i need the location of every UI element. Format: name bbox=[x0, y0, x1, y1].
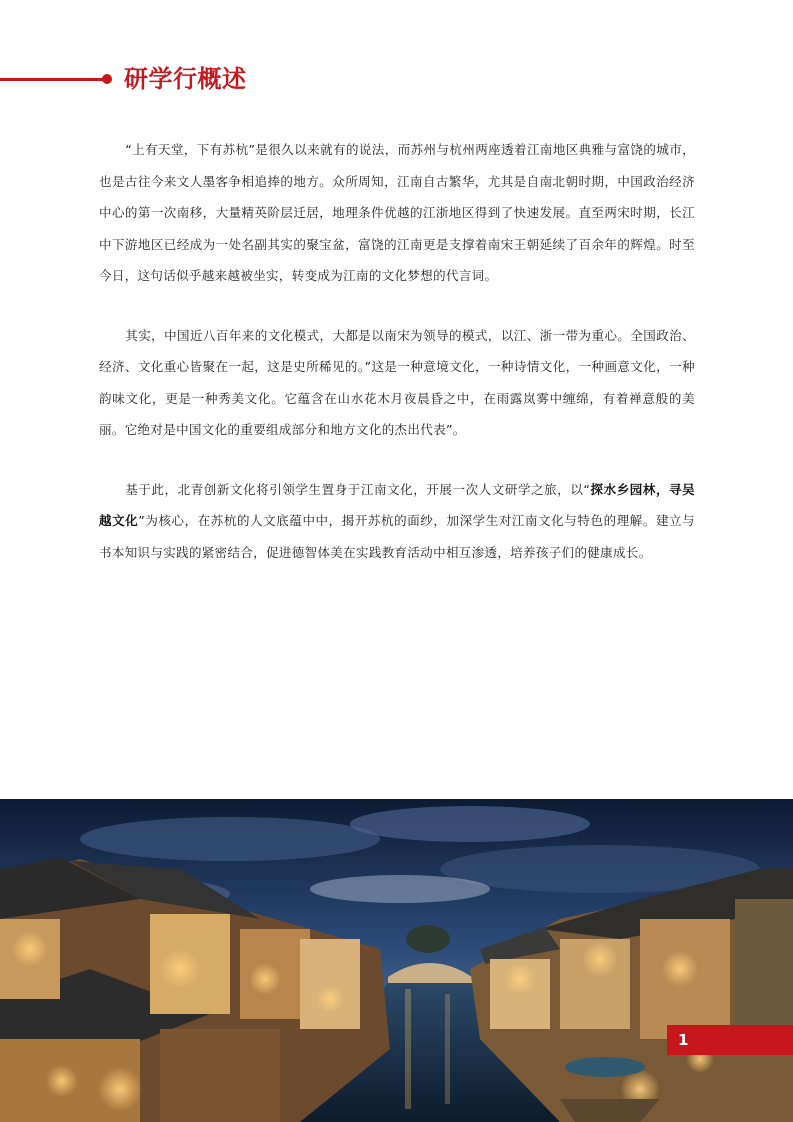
header-dot bbox=[102, 74, 112, 84]
page-title: 研学行概述 bbox=[124, 65, 247, 93]
section-header bbox=[0, 62, 400, 102]
paragraph-3-tail: ”为核心，在苏杭的人文底蕴中中，揭开苏杭的面纱，加深学生对江南文化与特色的理解。建立与书本知识与实践的紧密结合，促进德智体美在实践教育活动中相互渗透，培养孩子们的健康成长。 bbox=[99, 513, 695, 560]
paragraph-3-emphasis: 探水乡园林，寻吴越文化 bbox=[99, 481, 695, 528]
paragraph-3-lead: 基于此，北青创新文化将引领学生置身于江南文化，开展一次人文研学之旅，以“ bbox=[125, 481, 591, 497]
water-town-night-photo bbox=[0, 799, 793, 1122]
body-text bbox=[99, 134, 695, 596]
paragraph-1: “上有天堂，下有苏杭”是很久以来就有的说法，而苏州与杭州两座透着江南地区典雅与富饶的城市，也是古往今来文人墨客争相追捧的地方。众所周知，江南自古繁华，尤其是自南北朝时期，中国政治经济中心的第一次南移，大量精英阶层迁居，地理条件优越的江浙地区得到了快速发展。直至两宋时期，长江中下游地区已经成为一处名副其实的聚宝盆，富饶的江南更是支撑着南宋王朝延续了百余年的辉煌。时至今日，这句话似乎越来越被坐实，转变成为江南的文化梦想的代言词。 bbox=[99, 142, 695, 283]
page-number-badge: 1 bbox=[667, 1025, 793, 1055]
header-rule bbox=[0, 78, 106, 81]
paragraph-2: 其实，中国近八百年来的文化模式，大都是以南宋为领导的模式，以江、浙一带为重心。全国政治、经济、文化重心皆聚在一起，这是史所稀见的。”这是一种意境文化，一种诗情文化，一种画意文化，一种韵味文化，更是一种秀美文化。它蕴含在山水花木月夜晨昏之中，在雨露岚雾中缠绵，有着禅意般的美丽。它绝对是中国文化的重要组成部分和地方文化的杰出代表”。 bbox=[99, 327, 695, 437]
paragraph-3 bbox=[99, 474, 695, 569]
